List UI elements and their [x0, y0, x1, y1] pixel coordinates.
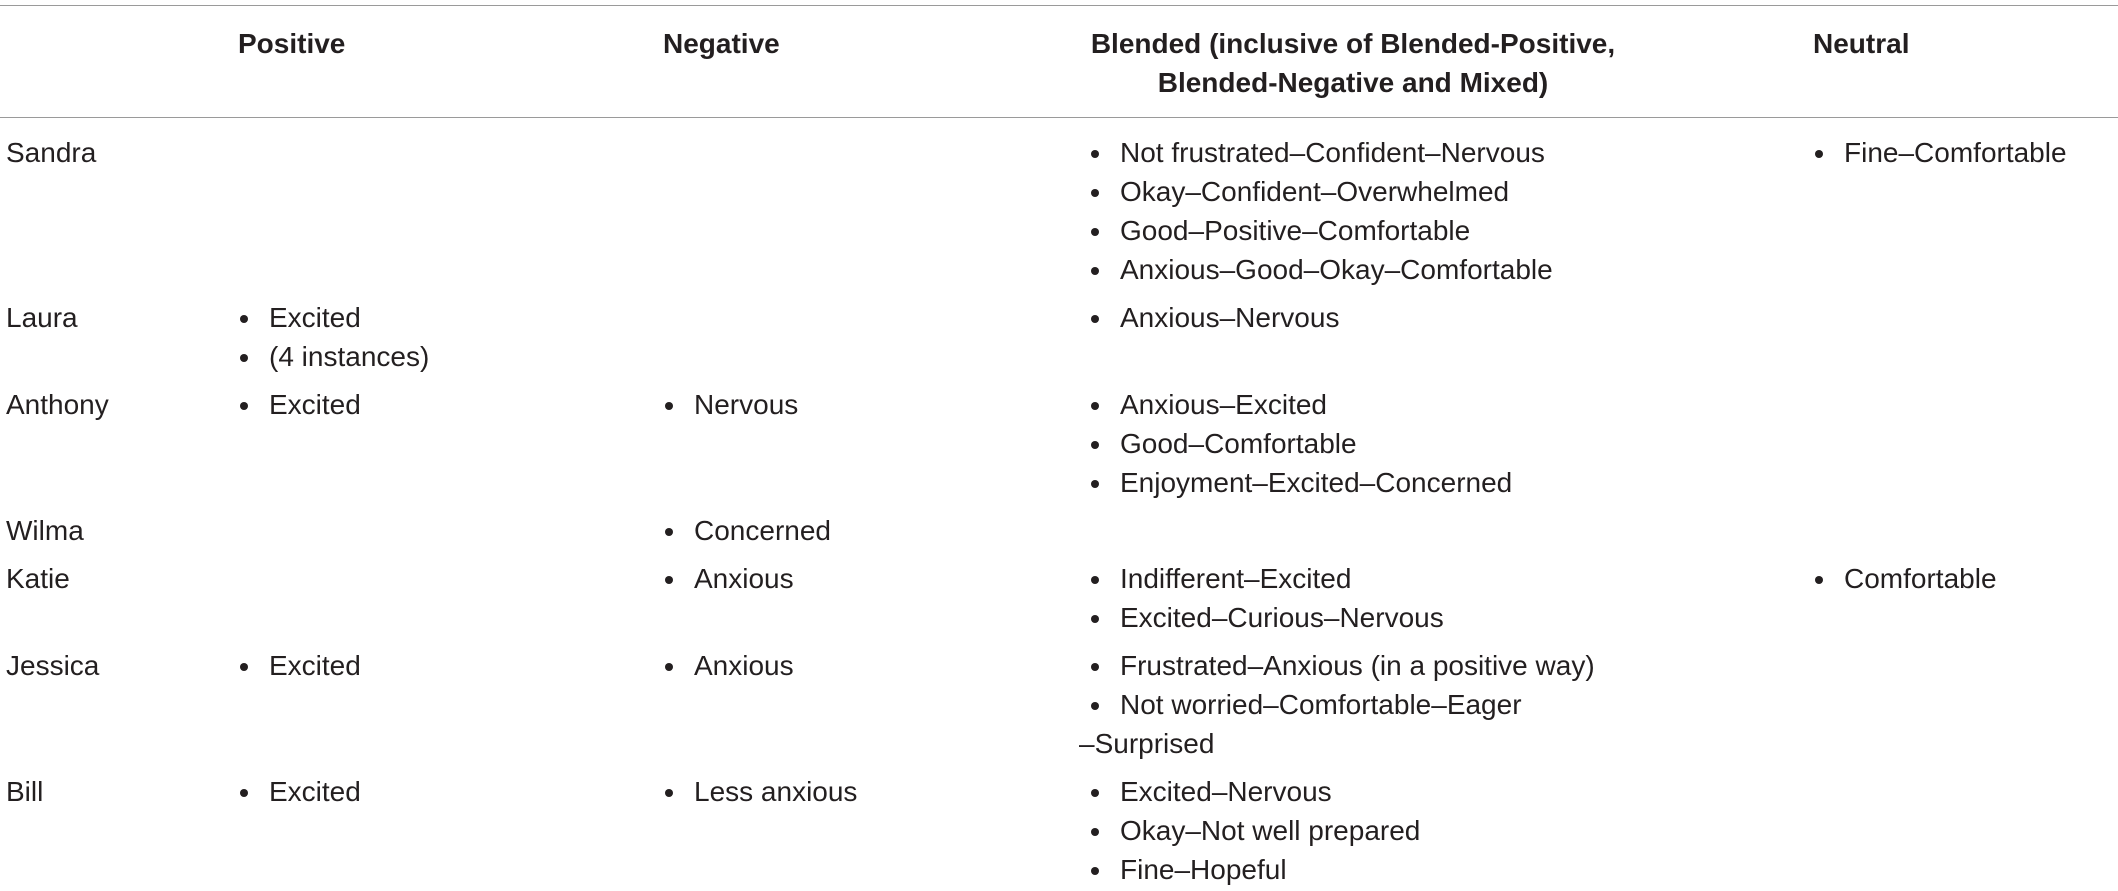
list-item: Good–Comfortable: [1089, 424, 1512, 463]
list-item: Excited–Nervous: [1089, 772, 1420, 811]
row-name-anthony: Anthony: [6, 389, 109, 420]
table-header-rule: [0, 117, 2118, 118]
list-item: Excited: [238, 772, 361, 811]
header-blended-line2: Blended-Negative and Mixed): [1157, 67, 1549, 98]
list-item: Excited–Curious–Nervous: [1089, 598, 1444, 637]
list-item: Excited: [238, 298, 429, 337]
list-item: Frustrated–Anxious (in a positive way): [1089, 646, 1595, 685]
list-item: Less anxious: [663, 772, 857, 811]
table-top-rule: [0, 5, 2118, 6]
header-negative: Negative: [663, 28, 780, 59]
anthony-negative-list: [663, 385, 798, 424]
laura-positive-list: [238, 298, 429, 376]
laura-blended-list: [1089, 298, 1339, 337]
list-item: Anxious: [663, 646, 794, 685]
row-name-laura: Laura: [6, 302, 78, 333]
bill-blended-list: [1089, 772, 1420, 889]
bill-positive-list: [238, 772, 361, 811]
jessica-blended-list: [1079, 646, 1595, 763]
list-item: Not frustrated–Confident–Nervous: [1089, 133, 1553, 172]
jessica-positive-list: [238, 646, 361, 685]
katie-negative-list: [663, 559, 794, 598]
katie-blended-list: [1089, 559, 1444, 637]
list-item: Anxious–Nervous: [1089, 298, 1339, 337]
anthony-positive-list: [238, 385, 361, 424]
list-item: Anxious–Excited: [1089, 385, 1512, 424]
header-blended: [1053, 24, 1653, 102]
list-item: (4 instances): [238, 337, 429, 376]
list-item: Anxious: [663, 559, 794, 598]
list-item: Good–Positive–Comfortable: [1089, 211, 1553, 250]
list-item: Enjoyment–Excited–Concerned: [1089, 463, 1512, 502]
header-neutral: Neutral: [1813, 28, 1910, 59]
list-item-continuation: –Surprised: [1079, 728, 1215, 759]
list-item: Excited: [238, 646, 361, 685]
sandra-blended-list: [1089, 133, 1553, 289]
katie-neutral-list: [1813, 559, 1997, 598]
list-item: Concerned: [663, 511, 831, 550]
header-blended-line1: Blended (inclusive of Blended-Positive,: [1090, 28, 1616, 59]
row-name-katie: Katie: [6, 563, 70, 594]
bill-negative-list: [663, 772, 857, 811]
header-positive: Positive: [238, 28, 346, 59]
row-name-jessica: Jessica: [6, 650, 100, 681]
sandra-neutral-list: [1813, 133, 2067, 172]
anthony-blended-list: [1089, 385, 1512, 502]
list-item: Not worried–Comfortable–Eager: [1089, 685, 1595, 724]
jessica-negative-list: [663, 646, 794, 685]
list-item: Okay–Confident–Overwhelmed: [1089, 172, 1553, 211]
list-item: Fine–Hopeful: [1089, 850, 1420, 889]
list-item: Comfortable: [1813, 559, 1997, 598]
row-name-bill: Bill: [6, 776, 44, 807]
list-item: Indifferent–Excited: [1089, 559, 1444, 598]
list-item: Nervous: [663, 385, 798, 424]
list-item: Fine–Comfortable: [1813, 133, 2067, 172]
wilma-negative-list: [663, 511, 831, 550]
list-item: Anxious–Good–Okay–Comfortable: [1089, 250, 1553, 289]
row-name-sandra: Sandra: [6, 137, 97, 168]
row-name-wilma: Wilma: [6, 515, 84, 546]
list-item: Excited: [238, 385, 361, 424]
list-item: Okay–Not well prepared: [1089, 811, 1420, 850]
